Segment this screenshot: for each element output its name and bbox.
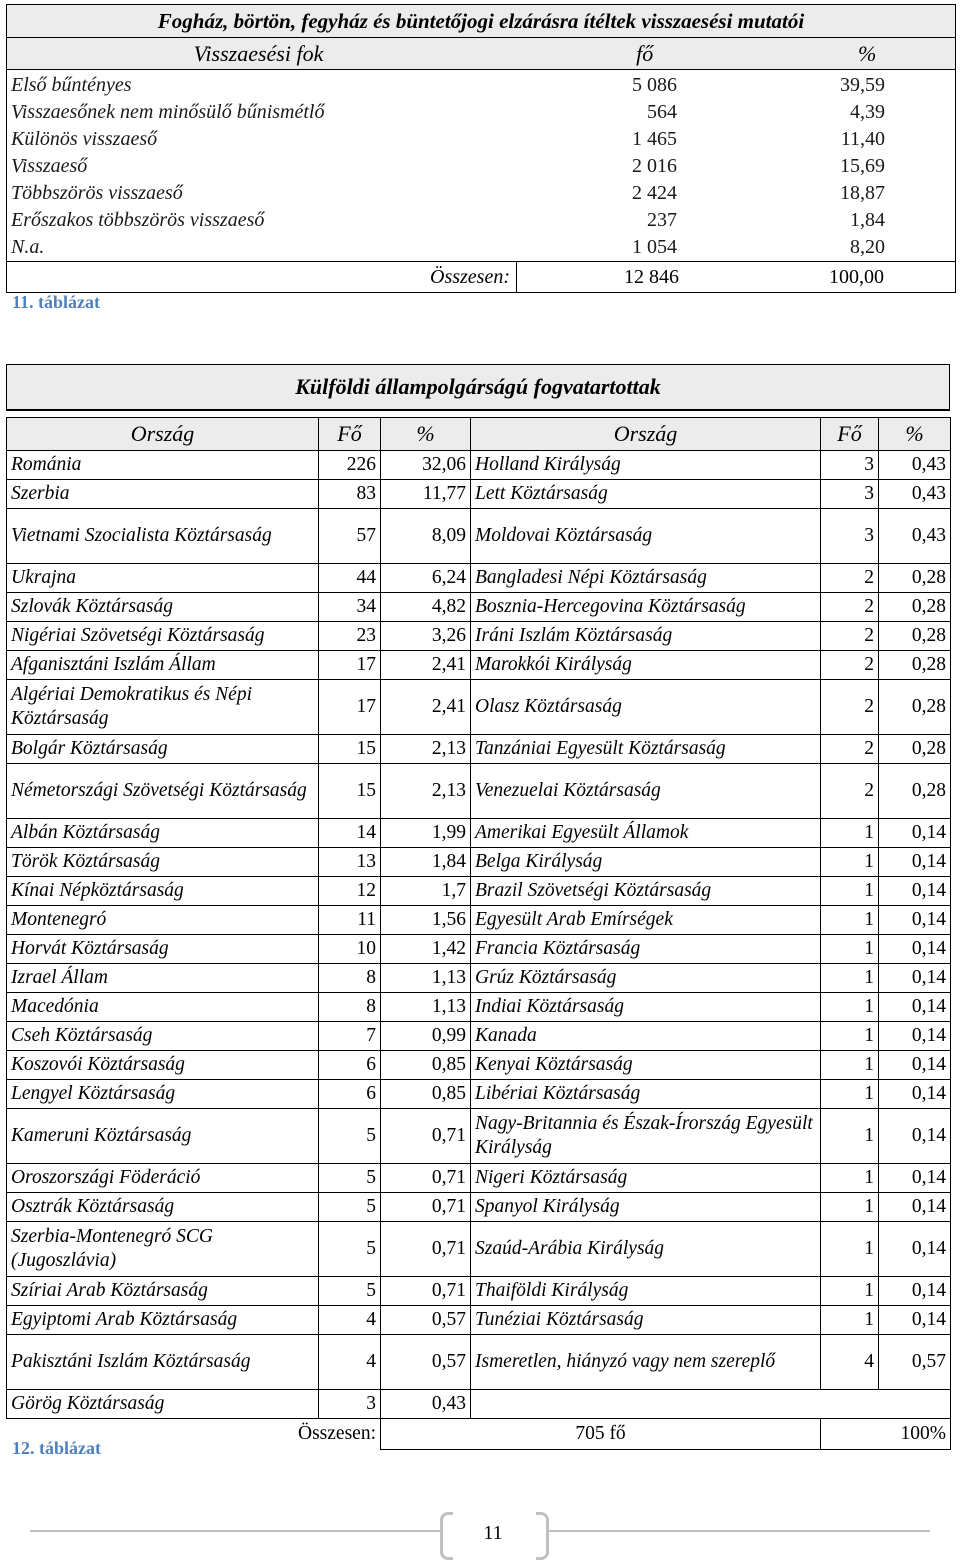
country-left: Vietnami Szocialista Köztársaság <box>7 509 319 564</box>
country-right: Bosznia-Hercegovina Köztársaság <box>471 593 821 622</box>
country-right: Bangladesi Népi Köztársaság <box>471 564 821 593</box>
percent-right: 0,43 <box>879 451 951 480</box>
recidivism-row <box>7 153 955 180</box>
percent-right: 0,14 <box>879 819 951 848</box>
country-right: Brazil Szövetségi Köztársaság <box>471 877 821 906</box>
recidivism-count: 1 054 <box>632 236 677 258</box>
percent-right: 0,28 <box>879 564 951 593</box>
percent-right: 0,57 <box>879 1335 951 1390</box>
foreign-inmates-total-row <box>7 1419 951 1450</box>
header-percent-right: % <box>879 418 951 451</box>
table-row <box>7 877 951 906</box>
country-left: Kínai Népköztársaság <box>7 877 319 906</box>
country-left: Szlovák Köztársaság <box>7 593 319 622</box>
count-left: 5 <box>319 1193 381 1222</box>
total-label: Összesen: <box>7 262 517 292</box>
country-left: Izrael Állam <box>7 964 319 993</box>
count-right: 2 <box>821 680 879 735</box>
count-right: 2 <box>821 564 879 593</box>
country-left: Lengyel Köztársaság <box>7 1080 319 1109</box>
count-right: 1 <box>821 1164 879 1193</box>
percent-left: 6,24 <box>381 564 471 593</box>
table-row <box>7 1164 951 1193</box>
country-right: Lett Köztársaság <box>471 480 821 509</box>
percent-right: 0,14 <box>879 1051 951 1080</box>
header-country-right: Ország <box>471 418 821 451</box>
table-caption-12: 12. táblázat <box>12 1438 101 1458</box>
count-left: 15 <box>319 764 381 819</box>
percent-right: 0,14 <box>879 1109 951 1164</box>
count-left: 5 <box>319 1109 381 1164</box>
recidivism-count: 2 424 <box>632 182 677 204</box>
table-row <box>7 935 951 964</box>
header-percent-left: % <box>381 418 471 451</box>
count-left: 15 <box>319 735 381 764</box>
recidivism-count: 237 <box>647 209 677 231</box>
percent-left: 2,41 <box>381 651 471 680</box>
percent-right: 0,14 <box>879 935 951 964</box>
percent-right: 0,14 <box>879 1306 951 1335</box>
table-row <box>7 906 951 935</box>
percent-right: 0,28 <box>879 622 951 651</box>
percent-left: 32,06 <box>381 451 471 480</box>
page-footer <box>30 1512 930 1560</box>
percent-left: 0,71 <box>381 1109 471 1164</box>
percent-left: 1,13 <box>381 964 471 993</box>
total-count: 12 846 <box>624 265 679 288</box>
count-right: 1 <box>821 1109 879 1164</box>
table-row <box>7 680 951 735</box>
percent-right: 0,14 <box>879 1022 951 1051</box>
country-left: Montenegró <box>7 906 319 935</box>
country-left: Nigériai Szövetségi Köztársaság <box>7 622 319 651</box>
percent-left: 0,85 <box>381 1051 471 1080</box>
country-right: Kenyai Köztársaság <box>471 1051 821 1080</box>
table-row <box>7 848 951 877</box>
percent-left: 1,56 <box>381 906 471 935</box>
percent-right: 0,14 <box>879 848 951 877</box>
header-country-left: Ország <box>7 418 319 451</box>
country-right: Tanzániai Egyesült Köztársaság <box>471 735 821 764</box>
percent-left: 0,43 <box>381 1390 471 1419</box>
table-row <box>7 1390 951 1419</box>
country-left: Horvát Köztársaság <box>7 935 319 964</box>
table-row <box>7 593 951 622</box>
recidivism-level: Erőszakos többszörös visszaeső <box>11 209 265 231</box>
table-row <box>7 1335 951 1390</box>
percent-left: 1,42 <box>381 935 471 964</box>
table-row <box>7 764 951 819</box>
count-left: 4 <box>319 1335 381 1390</box>
percent-right: 0,28 <box>879 651 951 680</box>
count-right: 4 <box>821 1335 879 1390</box>
percent-left: 0,71 <box>381 1164 471 1193</box>
count-right: 1 <box>821 993 879 1022</box>
count-left: 23 <box>319 622 381 651</box>
recidivism-percent: 4,39 <box>850 101 885 123</box>
recidivism-total-row <box>6 261 956 293</box>
recidivism-count: 2 016 <box>632 155 677 177</box>
country-right: Indiai Köztársaság <box>471 993 821 1022</box>
country-right: Olasz Köztársaság <box>471 680 821 735</box>
count-left: 13 <box>319 848 381 877</box>
percent-left: 0,57 <box>381 1306 471 1335</box>
count-right: 1 <box>821 1277 879 1306</box>
country-left: Kameruni Köztársaság <box>7 1109 319 1164</box>
count-left: 7 <box>319 1022 381 1051</box>
country-left: Szerbia-Montenegró SCG (Jugoszlávia) <box>7 1222 319 1277</box>
country-right: Francia Köztársaság <box>471 935 821 964</box>
count-right: 3 <box>821 451 879 480</box>
table-row <box>7 1193 951 1222</box>
percent-left: 1,13 <box>381 993 471 1022</box>
recidivism-table-header <box>6 37 956 69</box>
country-left: Bolgár Köztársaság <box>7 735 319 764</box>
table-row <box>7 1306 951 1335</box>
country-right: Szaúd-Arábia Királyság <box>471 1222 821 1277</box>
count-right: 2 <box>821 593 879 622</box>
count-left: 44 <box>319 564 381 593</box>
country-left: Oroszországi Föderáció <box>7 1164 319 1193</box>
country-left: Török Köztársaság <box>7 848 319 877</box>
percent-left: 2,13 <box>381 764 471 819</box>
recidivism-level: Többszörös visszaeső <box>11 182 183 204</box>
table-row <box>7 1051 951 1080</box>
table-row <box>7 1022 951 1051</box>
table-row <box>7 1277 951 1306</box>
country-right: Moldovai Köztársaság <box>471 509 821 564</box>
recidivism-row <box>7 126 955 153</box>
table-row <box>7 1222 951 1277</box>
foreign-inmates-body <box>7 451 951 1419</box>
recidivism-percent: 1,84 <box>850 209 885 231</box>
count-right: 2 <box>821 735 879 764</box>
country-left: Macedónia <box>7 993 319 1022</box>
percent-right: 0,28 <box>879 680 951 735</box>
country-right: Libériai Köztársaság <box>471 1080 821 1109</box>
table-row <box>7 1109 951 1164</box>
country-right: Amerikai Egyesült Államok <box>471 819 821 848</box>
country-left: Koszovói Köztársaság <box>7 1051 319 1080</box>
percent-right: 0,14 <box>879 964 951 993</box>
country-right: Tunéziai Köztársaság <box>471 1306 821 1335</box>
percent-left: 0,71 <box>381 1193 471 1222</box>
country-right: Nigeri Köztársaság <box>471 1164 821 1193</box>
percent-left: 1,7 <box>381 877 471 906</box>
country-left: Szerbia <box>7 480 319 509</box>
country-left: Algériai Demokratikus és Népi Köztársaság <box>7 680 319 735</box>
total-percent: 100,00 <box>829 265 884 288</box>
count-right: 1 <box>821 906 879 935</box>
count-left: 4 <box>319 1306 381 1335</box>
footer-rule-right <box>549 1530 930 1532</box>
count-right: 1 <box>821 1193 879 1222</box>
count-left: 57 <box>319 509 381 564</box>
percent-right: 0,14 <box>879 1164 951 1193</box>
percent-left: 0,57 <box>381 1335 471 1390</box>
country-left: Görög Köztársaság <box>7 1390 319 1419</box>
percent-left: 0,71 <box>381 1277 471 1306</box>
percent-right: 0,28 <box>879 735 951 764</box>
recidivism-percent: 39,59 <box>840 74 885 96</box>
count-left: 5 <box>319 1164 381 1193</box>
recidivism-percent: 8,20 <box>850 236 885 258</box>
foreign-inmates-header <box>7 418 951 451</box>
percent-left: 2,41 <box>381 680 471 735</box>
percent-left: 1,99 <box>381 819 471 848</box>
country-right: Spanyol Királyság <box>471 1193 821 1222</box>
foreign-total-count: 705 fő <box>381 1419 821 1450</box>
percent-right: 0,14 <box>879 1277 951 1306</box>
country-left: Szíriai Arab Köztársaság <box>7 1277 319 1306</box>
recidivism-count: 5 086 <box>632 74 677 96</box>
table-row <box>7 735 951 764</box>
country-left: Cseh Köztársaság <box>7 1022 319 1051</box>
page-number: 11 <box>483 1522 503 1544</box>
percent-right: 0,14 <box>879 877 951 906</box>
percent-right: 0,28 <box>879 764 951 819</box>
header-count: fő <box>636 40 654 66</box>
recidivism-level: Első bűntényes <box>11 74 132 96</box>
header-count-left: Fő <box>319 418 381 451</box>
country-right: Iráni Iszlám Köztársaság <box>471 622 821 651</box>
count-left: 83 <box>319 480 381 509</box>
percent-left: 4,82 <box>381 593 471 622</box>
count-right: 1 <box>821 964 879 993</box>
count-left: 17 <box>319 680 381 735</box>
header-recidivism-level: Visszaesési fok <box>193 40 324 66</box>
header-percent: % <box>858 40 877 66</box>
recidivism-percent: 18,87 <box>840 182 885 204</box>
recidivism-level: Visszaesőnek nem minősülő bűnismétlő <box>11 101 325 123</box>
table-row <box>7 1080 951 1109</box>
percent-left: 8,09 <box>381 509 471 564</box>
recidivism-row <box>7 207 955 234</box>
percent-left: 3,26 <box>381 622 471 651</box>
country-right: Belga Királyság <box>471 848 821 877</box>
country-left: Németországi Szövetségi Köztársaság <box>7 764 319 819</box>
header-count-right: Fő <box>821 418 879 451</box>
count-left: 10 <box>319 935 381 964</box>
country-left: Egyiptomi Arab Köztársaság <box>7 1306 319 1335</box>
count-left: 226 <box>319 451 381 480</box>
percent-right: 0,14 <box>879 993 951 1022</box>
recidivism-row <box>7 99 955 126</box>
count-right: 1 <box>821 1022 879 1051</box>
percent-right: 0,43 <box>879 509 951 564</box>
country-left: Ukrajna <box>7 564 319 593</box>
country-left: Románia <box>7 451 319 480</box>
recidivism-level: Visszaeső <box>11 155 88 177</box>
recidivism-table-title: Fogház, börtön, fegyház és büntetőjogi elzárásra ítéltek visszaesési mutatói <box>6 4 956 37</box>
count-left: 34 <box>319 593 381 622</box>
foreign-inmates-table <box>6 364 950 1450</box>
count-right: 2 <box>821 764 879 819</box>
count-right: 3 <box>821 509 879 564</box>
table-row <box>7 819 951 848</box>
percent-right: 0,14 <box>879 906 951 935</box>
percent-right: 0,14 <box>879 1080 951 1109</box>
recidivism-table-body <box>6 69 956 261</box>
country-left: Pakisztáni Iszlám Köztársaság <box>7 1335 319 1390</box>
recidivism-row <box>7 180 955 207</box>
recidivism-level: Különös visszaeső <box>11 128 158 150</box>
foreign-total-percent: 100% <box>821 1419 951 1450</box>
count-left: 6 <box>319 1080 381 1109</box>
count-left: 5 <box>319 1277 381 1306</box>
percent-left: 0,99 <box>381 1022 471 1051</box>
count-right: 1 <box>821 877 879 906</box>
foreign-inmates-title: Külföldi állampolgárságú fogvatartottak <box>6 364 950 411</box>
count-right: 1 <box>821 1080 879 1109</box>
country-right: Kanada <box>471 1022 821 1051</box>
country-left: Afganisztáni Iszlám Állam <box>7 651 319 680</box>
table-row <box>7 964 951 993</box>
percent-left: 0,85 <box>381 1080 471 1109</box>
recidivism-percent: 15,69 <box>840 155 885 177</box>
country-right: Ismeretlen, hiányzó vagy nem szereplő <box>471 1335 821 1390</box>
footer-brace-right <box>536 1512 549 1560</box>
percent-left: 2,13 <box>381 735 471 764</box>
percent-left: 0,71 <box>381 1222 471 1277</box>
count-right: 1 <box>821 935 879 964</box>
percent-right: 0,14 <box>879 1222 951 1277</box>
count-left: 17 <box>319 651 381 680</box>
recidivism-row <box>7 234 955 261</box>
count-left: 5 <box>319 1222 381 1277</box>
empty-cell <box>471 1390 951 1419</box>
percent-right: 0,43 <box>879 480 951 509</box>
table-row <box>7 451 951 480</box>
country-right: Holland Királyság <box>471 451 821 480</box>
footer-brace-left <box>440 1512 453 1560</box>
count-right: 3 <box>821 480 879 509</box>
recidivism-count: 1 465 <box>632 128 677 150</box>
count-left: 8 <box>319 964 381 993</box>
country-right: Thaiföldi Királyság <box>471 1277 821 1306</box>
table-row <box>7 509 951 564</box>
recidivism-percent: 11,40 <box>840 128 885 150</box>
count-left: 8 <box>319 993 381 1022</box>
percent-left: 11,77 <box>381 480 471 509</box>
country-right: Nagy-Britannia és Észak-Írország Egyesült Királyság <box>471 1109 821 1164</box>
count-left: 6 <box>319 1051 381 1080</box>
recidivism-count: 564 <box>647 101 677 123</box>
table-row <box>7 480 951 509</box>
count-left: 12 <box>319 877 381 906</box>
foreign-total-label: Összesen: <box>7 1419 381 1450</box>
percent-left: 1,84 <box>381 848 471 877</box>
percent-right: 0,14 <box>879 1193 951 1222</box>
table-caption-11: 11. táblázat <box>12 292 100 312</box>
count-right: 2 <box>821 651 879 680</box>
count-right: 1 <box>821 1222 879 1277</box>
country-right: Venezuelai Köztársaság <box>471 764 821 819</box>
table-row <box>7 622 951 651</box>
table-row <box>7 564 951 593</box>
count-right: 1 <box>821 819 879 848</box>
count-left: 3 <box>319 1390 381 1419</box>
count-left: 11 <box>319 906 381 935</box>
country-left: Osztrák Köztársaság <box>7 1193 319 1222</box>
recidivism-row <box>7 72 955 99</box>
country-left: Albán Köztársaság <box>7 819 319 848</box>
count-right: 2 <box>821 622 879 651</box>
recidivism-level: N.a. <box>11 236 45 258</box>
country-right: Grúz Köztársaság <box>471 964 821 993</box>
recidivism-table <box>6 4 956 293</box>
count-right: 1 <box>821 1306 879 1335</box>
percent-right: 0,28 <box>879 593 951 622</box>
count-left: 14 <box>319 819 381 848</box>
table-row <box>7 993 951 1022</box>
count-right: 1 <box>821 848 879 877</box>
footer-rule-left <box>30 1530 440 1532</box>
count-right: 1 <box>821 1051 879 1080</box>
country-right: Marokkói Királyság <box>471 651 821 680</box>
table-row <box>7 651 951 680</box>
country-right: Egyesült Arab Emírségek <box>471 906 821 935</box>
